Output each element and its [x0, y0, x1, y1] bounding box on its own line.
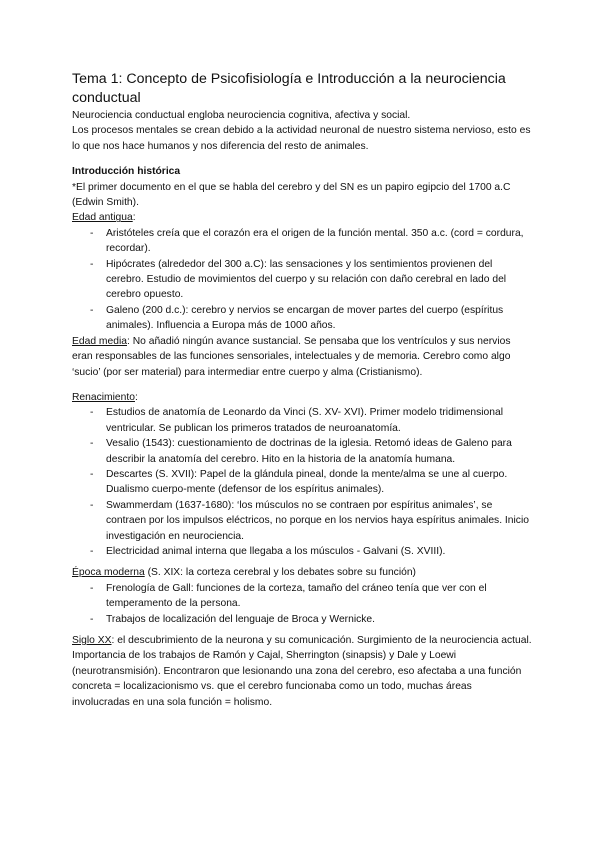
antigua-suffix: :: [132, 212, 136, 224]
sigloxx-label: Siglo XX: [72, 635, 112, 646]
list-item: - Estudios de anatomía de Leonardo da Vinci (S. XV- XVI). Primer modelo tridimensional ventricular. Se publican los primeros tratados de neuroanatomía.: [90, 405, 532, 436]
media-paragraph: [72, 334, 532, 380]
moderna-heading: [72, 565, 532, 580]
media-label: Edad media: [72, 335, 127, 347]
renacimiento-suffix: :: [134, 391, 138, 403]
list-item: - Hipócrates (alrededor del 300 a.C): las sensaciones y los sentimientos provienen del cerebro. Estudio de movimientos del cuerpo y su relación con daño cerebral en lado del cerebro opuesto.: [90, 257, 532, 303]
moderna-list: [72, 581, 532, 627]
sigloxx-text: : el descubrimiento de la neurona y su comunicación. Surgimiento de la neurociencia actual. Importancia de los trabajos de Ramón y Cajal, Sherrington (sinapsis) y Dale y Loewi (neurotransmisión). Encontraron que lesionando una zona del cerebro, eso afectaba a una función concreta = localizacionismo vs. que el cerebro funcionaba como un todo, muchas áreas involucradas en una sola función = holismo.: [72, 635, 532, 708]
list-item: - Vesalio (1543): cuestionamiento de doctrinas de la iglesia. Retomó ideas de Galeno para describir la anatomía del cerebro. Hito en la historia de la anatomía humana.: [90, 436, 532, 467]
list-item: - Descartes (S. XVII): Papel de la glándula pineal, donde la mente/alma se une al cuerpo. Dualismo cuerpo-mente (defensor de los espíritus animales).: [90, 467, 532, 498]
antigua-label: Edad antigua: [72, 212, 133, 224]
renacimiento-label: Renacimiento: [72, 391, 135, 403]
renacimiento-heading: [72, 390, 532, 405]
antigua-list: [72, 226, 532, 334]
list-item: - Trabajos de localización del lenguaje de Broca y Wernicke.: [90, 612, 532, 627]
sigloxx-paragraph: [72, 633, 532, 710]
renacimiento-list: [72, 405, 532, 559]
intro-line-2: Los procesos mentales se crean debido a la actividad neuronal de nuestro sistema nervioso, esto es lo que nos hace humanos y nos diferencia del resto de animales.: [72, 125, 531, 152]
intro-line-1: Neurociencia conductual engloba neurociencia cognitiva, afectiva y social.: [72, 110, 411, 121]
list-item: - Aristóteles creía que el corazón era el origen de la función mental. 350 a.c. (cord = cordura, recordar).: [90, 226, 532, 257]
moderna-text: (S. XIX: la corteza cerebral y los debates sobre su función): [144, 567, 416, 579]
historia-note: *El primer documento en el que se habla del cerebro y del SN es un papiro egipcio del 1700 a.C (Edwin Smith).: [72, 181, 511, 209]
document-page: [72, 70, 532, 710]
list-item: - Frenología de Gall: funciones de la corteza, tamaño del cráneo tenía que ver con el temperamento de la persona.: [90, 581, 532, 612]
antigua-heading: [72, 210, 532, 225]
media-text: : No añadió ningún avance sustancial. Se pensaba que los ventrículos y sus nervios eran responsables de las funciones sensoriales, intelectuales y de memoria. Cerebro como algo ‘sucio’ (por ser material) para intermediar entre cuerpo y alma (Cristianismo).: [72, 335, 511, 378]
moderna-label: Época moderna: [72, 567, 145, 579]
list-item: - Swammerdam (1637-1680): ‘los músculos no se contraen por espíritus animales’, se contraen por los impulsos eléctricos, no porque en los nervios haya espíritus animales. Inicio investigación en neurociencia.: [90, 498, 532, 544]
list-item: - Electricidad animal interna que llegaba a los músculos - Galvani (S. XVIII).: [90, 544, 532, 559]
section-heading-historia: Introducción histórica: [72, 166, 181, 178]
list-item: - Galeno (200 d.c.): cerebro y nervios se encargan de mover partes del cuerpo (espíritus animales). Influencia a Europa más de 1000 años.: [90, 303, 532, 334]
page-title: Tema 1: Concepto de Psicofisiología e Introducción a la neurociencia conductual: [72, 71, 506, 106]
